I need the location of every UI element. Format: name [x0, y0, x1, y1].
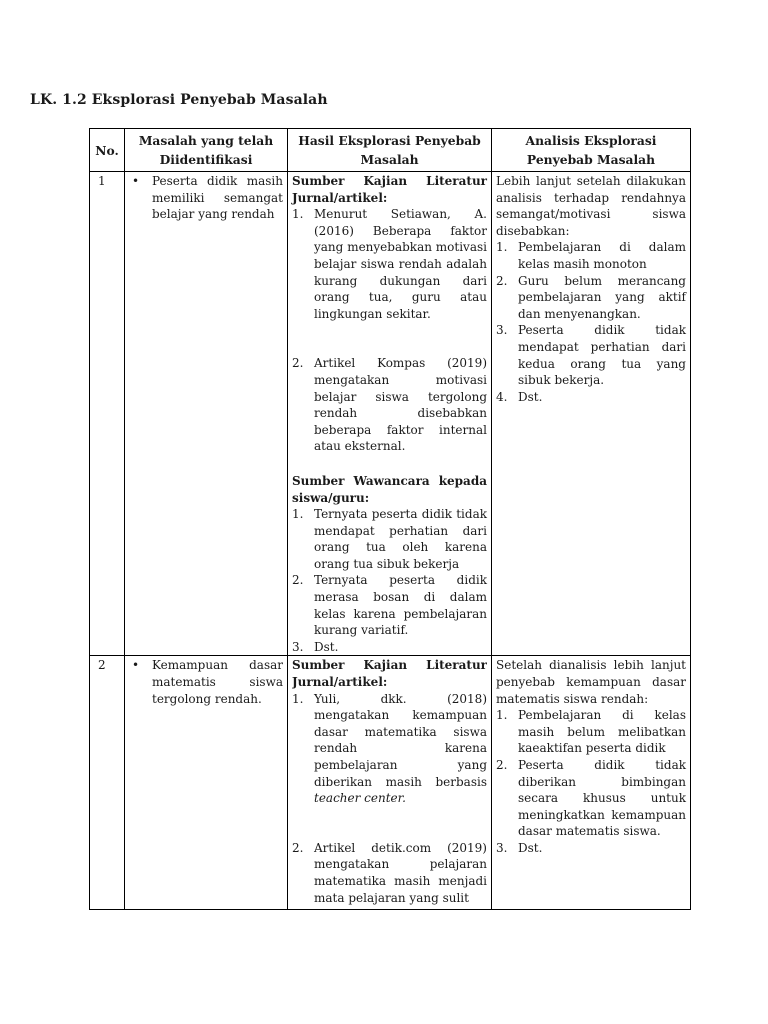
list-text: Ternyata peserta didik tidak mendapat perhatian dari orang tua oleh karena orang tua sibuk bekerja [314, 507, 487, 571]
literatur-list [292, 691, 487, 907]
list-text: Menurut Setiawan, A. (2016) Beberapa faktor yang menyebabkan motivasi belajar siswa rendah adalah kurang dukungan dari orang tua, guru atau lingkungan sekitar. [314, 207, 487, 321]
page-title: LK. 1.2 Eksplorasi Penyebab Masalah [30, 92, 328, 108]
spacer [292, 322, 487, 355]
row-number: 1 [90, 172, 125, 656]
list-text: Pembelajaran di dalam kelas masih monoton [518, 240, 686, 271]
list-item [496, 707, 686, 757]
list-text: Peserta didik tidak mendapat perhatian dari kedua orang tua yang sibuk bekerja. [518, 323, 686, 388]
spacer [292, 455, 487, 473]
header-masalah: Masalah yang telah Diidentifikasi [125, 129, 288, 172]
list-item [496, 757, 686, 840]
analisis-intro: Setelah dianalisis lebih lanjut penyebab kemampuan dasar matematis siswa rendah: [496, 658, 686, 706]
bullet-icon: • [132, 658, 140, 673]
list-text-italic: teacher center. [314, 791, 406, 806]
list-number: 1. [496, 240, 508, 255]
bullet-item [129, 173, 283, 223]
list-text-main: Yuli, dkk. (2018) mengatakan kemampuan dasar matematika siswa rendah karena pembelajaran yang diberikan masih berbasis [314, 691, 487, 789]
list-number: 2. [292, 840, 304, 855]
list-text: Peserta didik tidak diberikan bimbingan secara khusus untuk meningkatkan kemampuan dasar matematis siswa. [518, 758, 686, 839]
list-number: 3. [496, 323, 508, 338]
analisis-list [496, 707, 686, 856]
list-item [496, 389, 686, 406]
hasil-clip [292, 657, 487, 909]
header-analisis: Analisis Eksplorasi Penyebab Masalah [492, 129, 691, 172]
list-text: Artikel detik.com (2019) mengatakan pelajaran matematika masih menjadi mata pelajaran yang sulit [314, 840, 487, 905]
table-header-row [90, 129, 691, 172]
list-item [496, 273, 686, 323]
header-hasil: Hasil Eksplorasi Penyebab Masalah [288, 129, 492, 172]
list-text: Artikel Kompas (2019) mengatakan motivasi belajar siswa tergolong rendah disebabkan beberapa faktor internal atau eksternal. [314, 356, 487, 454]
exploration-table [89, 128, 691, 910]
masalah-cell [125, 172, 288, 656]
analisis-cell [492, 172, 691, 656]
analisis-cell [492, 656, 691, 910]
list-number: 1. [292, 691, 304, 706]
wawancara-list [292, 506, 487, 655]
hasil-cell [288, 656, 492, 910]
literatur-list [292, 206, 487, 455]
analisis-intro: Lebih lanjut setelah dilakukan analisis terhadap rendahnya semangat/motivasi siswa disebabkan: [496, 174, 686, 238]
list-number: 3. [292, 639, 304, 654]
list-text: Pembelajaran di kelas masih belum melibatkan kaeaktifan peserta didik [518, 708, 686, 756]
table-row [90, 656, 691, 910]
spacer [292, 807, 487, 840]
list-item [292, 639, 487, 656]
list-number: 4. [496, 389, 508, 404]
list-item [292, 355, 487, 455]
list-item [292, 572, 487, 638]
list-number: 1. [292, 207, 304, 222]
hasil-cell [288, 172, 492, 656]
list-item [292, 840, 487, 906]
list-text: Dst. [314, 639, 339, 654]
list-number: 2. [292, 356, 304, 371]
list-text: Ternyata peserta didik merasa bosan di dalam kelas karena pembelajaran kurang variatif. [314, 573, 487, 638]
bullet-item [129, 657, 283, 707]
masalah-cell [125, 656, 288, 910]
list-item [496, 322, 686, 388]
list-number: 1. [496, 708, 508, 723]
list-number: 3. [496, 840, 508, 855]
header-no: No. [90, 129, 125, 172]
list-number: 2. [292, 573, 304, 588]
source-heading-wawancara: Sumber Wawancara kepada siswa/guru: [292, 473, 487, 505]
table-row [90, 172, 691, 656]
analisis-list [496, 239, 686, 405]
list-number: 2. [496, 758, 508, 772]
list-text: Dst. [518, 840, 543, 855]
list-number: 2. [496, 273, 508, 288]
bullet-icon: • [132, 174, 140, 188]
list-text: Guru belum merancang pembelajaran yang aktif dan menyenangkan. [518, 273, 686, 321]
source-heading-literatur: Sumber Kajian Literatur Jurnal/artikel: [292, 658, 487, 690]
list-item [496, 840, 686, 857]
list-number: 1. [292, 507, 304, 522]
row-number: 2 [90, 656, 125, 910]
list-item [496, 239, 686, 272]
list-item [292, 691, 487, 807]
list-item [292, 506, 487, 572]
list-text: Dst. [518, 389, 543, 404]
masalah-text: Peserta didik masih memiliki semangat belajar yang rendah [152, 174, 283, 222]
masalah-text: Kemampuan dasar matematis siswa tergolong rendah. [152, 658, 283, 706]
list-text [314, 691, 487, 807]
source-heading-literatur: Sumber Kajian Literatur Jurnal/artikel: [292, 174, 487, 205]
list-item [292, 206, 487, 322]
